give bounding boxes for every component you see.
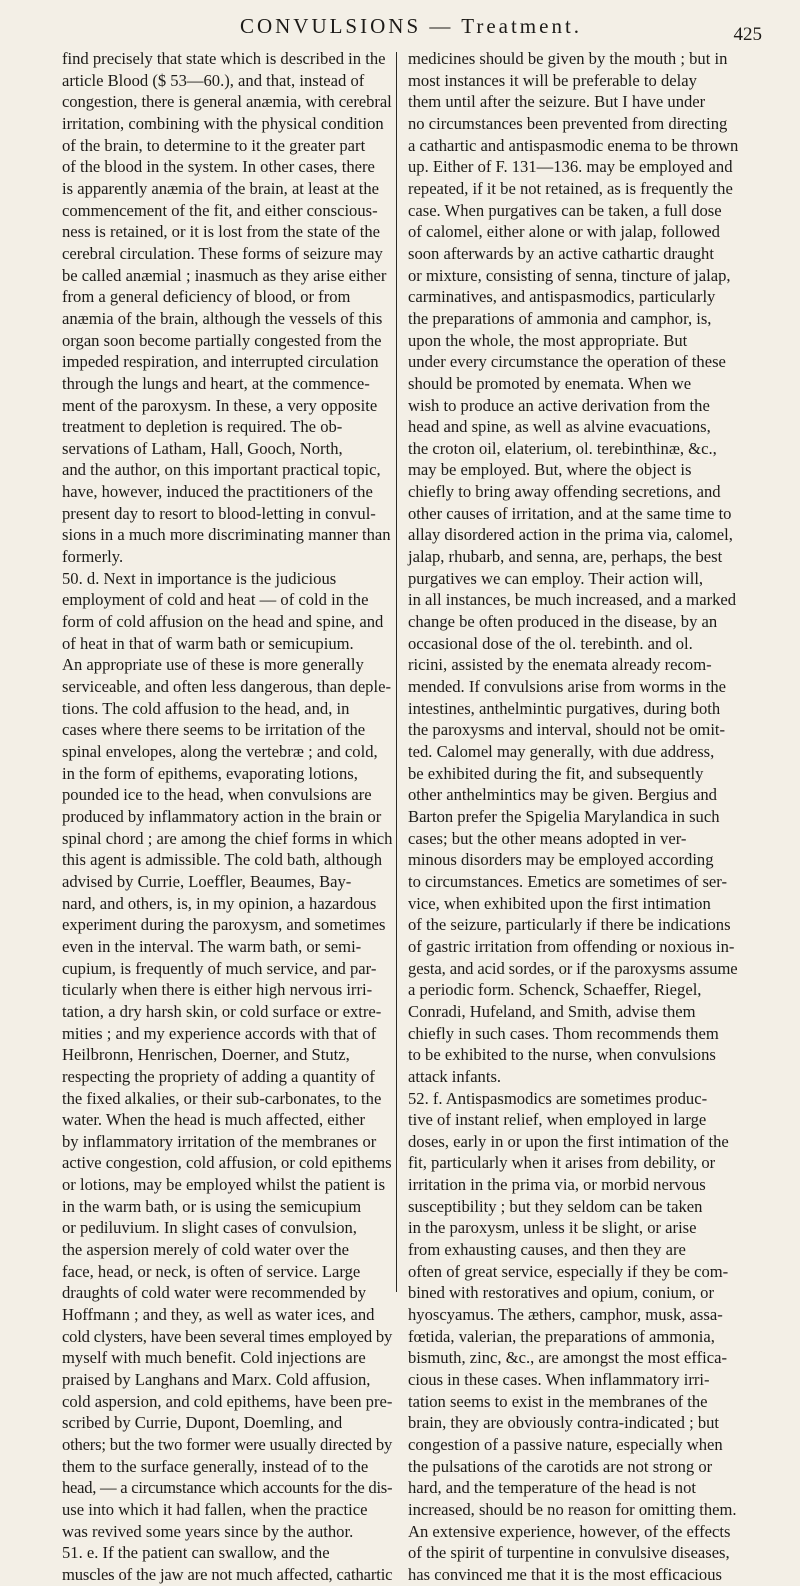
text-line: 52. f. Antispasmodics are sometimes produc- (408, 1088, 708, 1108)
text-line: from a general deficiency of blood, or from (62, 287, 351, 307)
text-line: or mixture, consisting of senna, tincture of jalap, (408, 265, 731, 285)
text-line: of the spirit of turpentine in convulsive diseases, (408, 1543, 730, 1563)
text-line: present day to resort to blood-letting in convul- (62, 503, 376, 523)
text-line: advised by Currie, Loeffler, Beaumes, Bay- (62, 871, 352, 891)
running-header (60, 8, 762, 48)
text-line: spinal chord ; are among the chief forms in which (62, 828, 393, 848)
text-line: find precisely that state which is described in the (62, 49, 386, 68)
text-line: the fixed alkalies, or their sub-carbonates, to the (62, 1088, 382, 1108)
text-line: bismuth, zinc, &c., are amongst the most effica- (408, 1348, 728, 1368)
text-line: no circumstances been prevented from directing (408, 113, 728, 133)
text-line: a periodic form. Schenck, Schaeffer, Riegel, (408, 980, 702, 1000)
text-line: 51. e. If the patient can swallow, and the (62, 1543, 330, 1563)
text-line: experiment during the paroxysm, and sometimes (62, 915, 386, 935)
text-line: them until after the seizure. But I have under (408, 92, 706, 112)
text-line: the pulsations of the carotids are not strong or (408, 1456, 713, 1476)
text-line: jalap, rhubarb, and senna, are, perhaps, the best (408, 547, 723, 567)
text-line: soon afterwards by an active cathartic draught (408, 243, 714, 263)
text-line: head and spine, as well as alvine evacuations, (408, 417, 711, 437)
text-line: employment of cold and heat — of cold in the (62, 590, 369, 610)
text-line: be called anæmial ; inasmuch as they arise either (62, 265, 387, 285)
text-line: serviceable, and often less dangerous, than deple- (62, 677, 391, 697)
text-line: tation seems to exist in the membranes of the (408, 1391, 708, 1411)
text-line: should be promoted by enemata. When we (408, 373, 692, 393)
text-line: tive of instant relief, when employed in large (408, 1110, 707, 1130)
text-line: active congestion, cold affusion, or cold epithems (62, 1153, 392, 1173)
text-line: gesta, and acid sordes, or if the paroxysms assume (408, 958, 738, 978)
text-line: this agent is admissible. The cold bath, although (62, 850, 382, 870)
text-line: doses, early in or upon the first intimation of the (408, 1131, 729, 1151)
text-line: was revived some years since by the author. (62, 1521, 354, 1541)
text-line: ticularly when there is either high nervous irri- (62, 980, 373, 1000)
text-line: have, however, induced the practitioners of the (62, 482, 373, 502)
text-line: treatment to depletion is required. The ob- (62, 417, 343, 437)
text-line: An extensive experience, however, of the effects (408, 1521, 731, 1541)
text-line: produced by inflammatory action in the brain or (62, 806, 382, 826)
text-line: has convinced me that it is the most efficacious (408, 1564, 722, 1584)
text-line: may be employed. But, where the object is (408, 460, 692, 480)
text-line: of the seizure, particularly if there be indications (408, 915, 731, 935)
text-line: praised by Langhans and Marx. Cold affusion, (62, 1370, 371, 1390)
text-line: nard, and others, is, in my opinion, a hazardous (62, 893, 377, 913)
text-line: in the paroxysm, unless it be slight, or arise (408, 1218, 697, 1238)
text-line: intestines, anthelmintic purgatives, during both (408, 698, 721, 718)
text-line: is apparently anæmia of the brain, at least at the (62, 178, 380, 198)
text-line: bined with restoratives and opium, conium, or (408, 1283, 715, 1303)
text-line: by inflammatory irritation of the membranes or (62, 1131, 377, 1151)
text-line: to circumstances. Emetics are sometimes of ser- (408, 871, 727, 891)
text-line: purgatives we can employ. Their action will, (408, 568, 704, 588)
text-line: carminatives, and antispasmodics, particularly (408, 287, 716, 307)
text-line: upon the whole, the most appropriate. But (408, 330, 688, 350)
text-line: cold aspersion, and cold epithems, have been pre- (62, 1391, 393, 1411)
text-line: occasional dose of the ol. terebinth. and ol. (408, 633, 693, 653)
text-line: medicines should be given by the mouth ; but in (408, 49, 728, 68)
text-line: from exhausting causes, and then they are (408, 1240, 686, 1260)
text-line: others; but the two former were usually directed by (62, 1435, 393, 1454)
text-line: of calomel, either alone or with jalap, followed (408, 222, 720, 242)
text-line: ment of the paroxysm. In these, a very opposite (62, 395, 378, 415)
text-line: irritation in the prima via, or morbid nervous (408, 1175, 706, 1195)
text-line: fit, particularly when it arises from debility, or (408, 1153, 716, 1173)
text-line: the paroxysms and interval, should not be omit- (408, 720, 726, 740)
text-line: mities ; and my experience accords with that of (62, 1023, 377, 1043)
text-line: susceptibility ; but they seldom can be taken (408, 1196, 703, 1216)
text-line: congestion, there is general anæmia, with cerebral (62, 92, 392, 112)
text-line: formerly. (62, 547, 124, 567)
text-line: cold clysters, have been several times employed by (62, 1326, 393, 1346)
text-line: An appropriate use of these is more generally (62, 655, 364, 675)
text-line: commencement of the fit, and either conscious- (62, 200, 378, 220)
text-line: under every circumstance the operation of these (408, 352, 726, 372)
text-line: chiefly in such cases. Thom recommends them (408, 1023, 719, 1043)
right-text-column (408, 48, 738, 1586)
text-line: ness is retained, or it is lost from the state of the (62, 222, 380, 242)
text-line: scribed by Currie, Dupont, Doemling, and (62, 1413, 343, 1433)
text-line: change be often produced in the disease, by an (408, 612, 718, 632)
text-line: spinal envelopes, along the vertebræ ; and cold, (62, 742, 378, 761)
text-line: cases; but the other means adopted in ver- (408, 828, 687, 848)
text-line: repeated, if it be not retained, as is frequently the (408, 178, 733, 198)
text-line: be exhibited during the fit, and subsequently (408, 763, 704, 783)
text-line: face, head, or neck, is often of service. Large (62, 1261, 361, 1281)
text-line: Heilbronn, Henrischen, Doerner, and Stutz, (62, 1045, 350, 1065)
text-line: chiefly to bring away offending secretions, and (408, 482, 721, 502)
text-line: vice, when exhibited upon the first intimation (408, 893, 711, 913)
text-line: or lotions, may be employed whilst the patient is (62, 1175, 386, 1195)
text-line: hyoscyamus. The æthers, camphor, musk, assa- (408, 1305, 723, 1325)
text-line: pounded ice to the head, when convulsions are (62, 785, 372, 805)
text-line: most instances it will be preferable to delay (408, 70, 697, 90)
text-line: wish to produce an active derivation from the (408, 395, 710, 415)
text-line: up. Either of F. 131—136. may be employed and (408, 157, 733, 177)
text-line: cerebral circulation. These forms of seizure may (62, 243, 383, 263)
text-line: hard, and the temperature of the head is not (408, 1478, 696, 1498)
text-line: and the author, on this important practical topic, (62, 460, 381, 480)
text-line: in the warm bath, or is using the semicupium (62, 1196, 362, 1216)
page-number: 425 (733, 24, 762, 45)
text-line: in all instances, be much increased, and a marked (408, 590, 737, 610)
text-line: of heat in that of warm bath or semicupium. (62, 633, 354, 653)
text-line: other anthelmintics may be given. Bergius and (408, 785, 717, 805)
text-line: myself with much benefit. Cold injections are (62, 1348, 366, 1368)
text-line: to be exhibited to the nurse, when convulsions (408, 1045, 716, 1065)
text-line: fœtida, valerian, the preparations of ammonia, (408, 1326, 715, 1346)
text-line: organ soon become partially congested from the (62, 330, 382, 350)
text-line: head, — a circumstance which accounts for the dis- (62, 1478, 393, 1498)
text-line: cases where there seems to be irritation of the (62, 720, 366, 740)
column-divider (396, 52, 397, 1292)
text-line: Conradi, Hufeland, and Smith, advise them (408, 1001, 696, 1021)
text-line: form of cold affusion on the head and spine, and (62, 612, 384, 632)
text-line: muscles of the jaw are not much affected, cathartic (62, 1564, 393, 1584)
text-line: case. When purgatives can be taken, a full dose (408, 200, 722, 220)
text-line: Hoffmann ; and they, as well as water ices, and (62, 1305, 375, 1325)
text-line: them to the surface generally, instead of to the (62, 1456, 369, 1476)
text-line: the croton oil, elaterium, ol. terebinthinæ, &c., (408, 438, 717, 458)
text-line: minous disorders may be employed according (408, 850, 714, 870)
text-line: anæmia of the brain, although the vessels of this (62, 308, 383, 328)
text-line: allay disordered action in the prima via, calomel, (408, 525, 733, 545)
text-line: ricini, assisted by the enemata already recom- (408, 655, 712, 675)
text-line: often of great service, especially if they be com- (408, 1261, 729, 1281)
text-line: mended. If convulsions arise from worms in the (408, 677, 726, 697)
text-line: increased, should be no reason for omitting them. (408, 1499, 737, 1519)
text-line: servations of Latham, Hall, Gooch, North, (62, 438, 343, 458)
left-text-column (62, 48, 392, 1586)
text-line: 50. d. Next in importance is the judicious (62, 568, 337, 588)
text-line: irritation, combining with the physical condition (62, 113, 384, 133)
text-line: article Blood ($ 53—60.), and that, instead of (62, 70, 365, 90)
text-line: sions in a much more discriminating manner than (62, 525, 391, 545)
text-line: respecting the propriety of adding a quantity of (62, 1066, 375, 1086)
running-title: CONVULSIONS — Treatment. (239, 14, 583, 38)
text-line: cious in these cases. When inflammatory irri- (408, 1370, 710, 1390)
text-line: brain, they are obviously contra-indicated ; but (408, 1413, 720, 1433)
text-line: tions. The cold affusion to the head, and, in (62, 698, 350, 718)
text-line: through the lungs and heart, at the commence- (62, 373, 370, 393)
text-line: of the blood in the system. In other cases, there (62, 157, 375, 177)
text-line: of the brain, to determine to it the greater part (62, 135, 366, 155)
text-line: ted. Calomel may generally, with due address, (408, 742, 715, 761)
text-line: tation, a dry harsh skin, or cold surface or extre- (62, 1001, 382, 1021)
text-line: impeded respiration, and interrupted circulation (62, 352, 379, 372)
text-line: the preparations of ammonia and camphor, is, (408, 308, 712, 328)
text-line: of gastric irritation from offending or noxious in- (408, 936, 735, 956)
text-line: in the form of epithems, evaporating lotions, (62, 763, 358, 783)
text-line: congestion of a passive nature, especially when (408, 1435, 723, 1454)
text-line: attack infants. (408, 1066, 502, 1086)
text-line: or pediluvium. In slight cases of convulsion, (62, 1218, 357, 1238)
text-line: water. When the head is much affected, either (62, 1110, 366, 1130)
text-line: cupium, is frequently of much service, and par- (62, 958, 377, 978)
text-line: other causes of irritation, and at the same time to (408, 503, 732, 523)
text-line: a cathartic and antispasmodic enema to be thrown (408, 135, 739, 155)
text-line: Barton prefer the Spigelia Marylandica in such (408, 806, 720, 826)
text-line: use into which it had fallen, when the practice (62, 1499, 368, 1519)
text-line: draughts of cold water were recommended by (62, 1283, 367, 1303)
text-line: even in the interval. The warm bath, or semi- (62, 936, 362, 956)
text-line: the aspersion merely of cold water over the (62, 1240, 350, 1260)
